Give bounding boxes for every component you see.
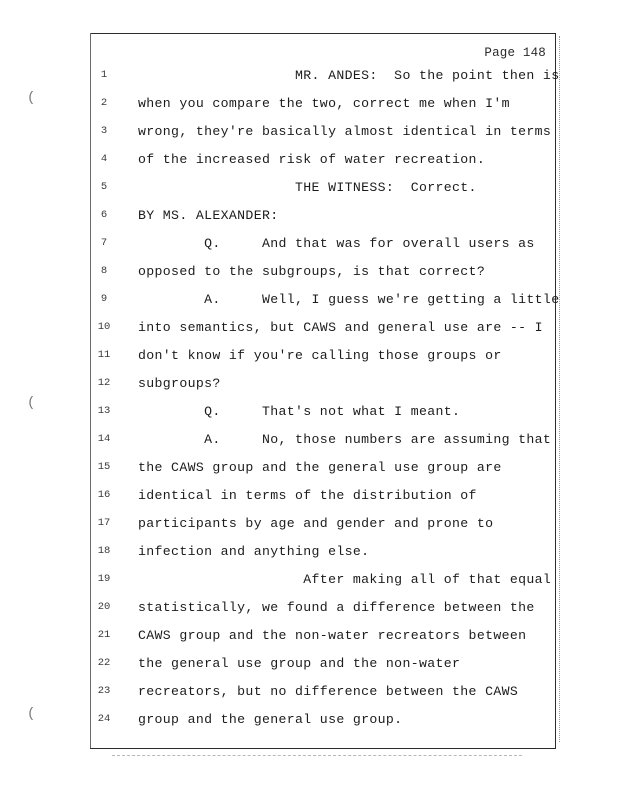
line-text: don't know if you're calling those groups or [138,348,502,363]
page-number-label: Page 148 [484,46,546,60]
margin-bracket-mark: ( [27,90,36,106]
scan-edge-mark [556,36,560,742]
line-number: 22 [97,657,111,669]
line-text: Q. And that was for overall users as [138,236,535,251]
line-text: wrong, they're basically almost identical in terms [138,124,552,139]
line-text: opposed to the subgroups, is that correct? [138,264,486,279]
line-text: THE WITNESS: Correct. [138,180,477,195]
line-text: After making all of that equal [138,572,552,587]
line-number: 1 [100,69,108,81]
line-number: 21 [97,629,111,641]
line-number: 15 [97,461,111,473]
line-number: 16 [97,489,111,501]
line-number: 9 [100,293,108,305]
line-text: MR. ANDES: So the point then is [138,68,560,83]
line-number: 2 [100,97,108,109]
line-text: participants by age and gender and prone to [138,516,494,531]
line-number: 5 [100,181,108,193]
line-number: 24 [97,713,111,725]
line-number: 8 [100,265,108,277]
margin-bracket-mark: ( [27,395,36,411]
line-number: 6 [100,209,108,221]
line-number: 14 [97,433,111,445]
line-text: of the increased risk of water recreation. [138,152,486,167]
line-text: identical in terms of the distribution of [138,488,477,503]
line-number: 12 [97,377,111,389]
line-number: 4 [100,153,108,165]
margin-bracket-mark: ( [27,706,36,722]
page-top-rule [90,33,555,34]
line-number: 20 [97,601,111,613]
line-text: subgroups? [138,376,221,391]
line-text: recreators, but no difference between the CAWS [138,684,519,699]
line-number: 17 [97,517,111,529]
line-text: CAWS group and the non-water recreators between [138,628,527,643]
line-text: A. No, those numbers are assuming that [138,432,552,447]
line-text: group and the general use group. [138,712,403,727]
line-text: Q. That's not what I meant. [138,404,461,419]
line-number: 19 [97,573,111,585]
line-number: 10 [97,321,111,333]
line-number: 13 [97,405,111,417]
line-number: 23 [97,685,111,697]
line-text: A. Well, I guess we're getting a little [138,292,560,307]
line-number: 3 [100,125,108,137]
line-text: the CAWS group and the general use group are [138,460,502,475]
line-number: 11 [97,349,111,361]
line-text: when you compare the two, correct me when I'm [138,96,510,111]
line-text: the general use group and the non-water [138,656,461,671]
line-number-rule [90,33,91,748]
line-number: 7 [100,237,108,249]
line-text: statistically, we found a difference between the [138,600,535,615]
line-number: 18 [97,545,111,557]
line-text: BY MS. ALEXANDER: [138,208,279,223]
scan-artifact-line [112,755,522,756]
line-text: into semantics, but CAWS and general use are -- I [138,320,543,335]
line-text: infection and anything else. [138,544,370,559]
